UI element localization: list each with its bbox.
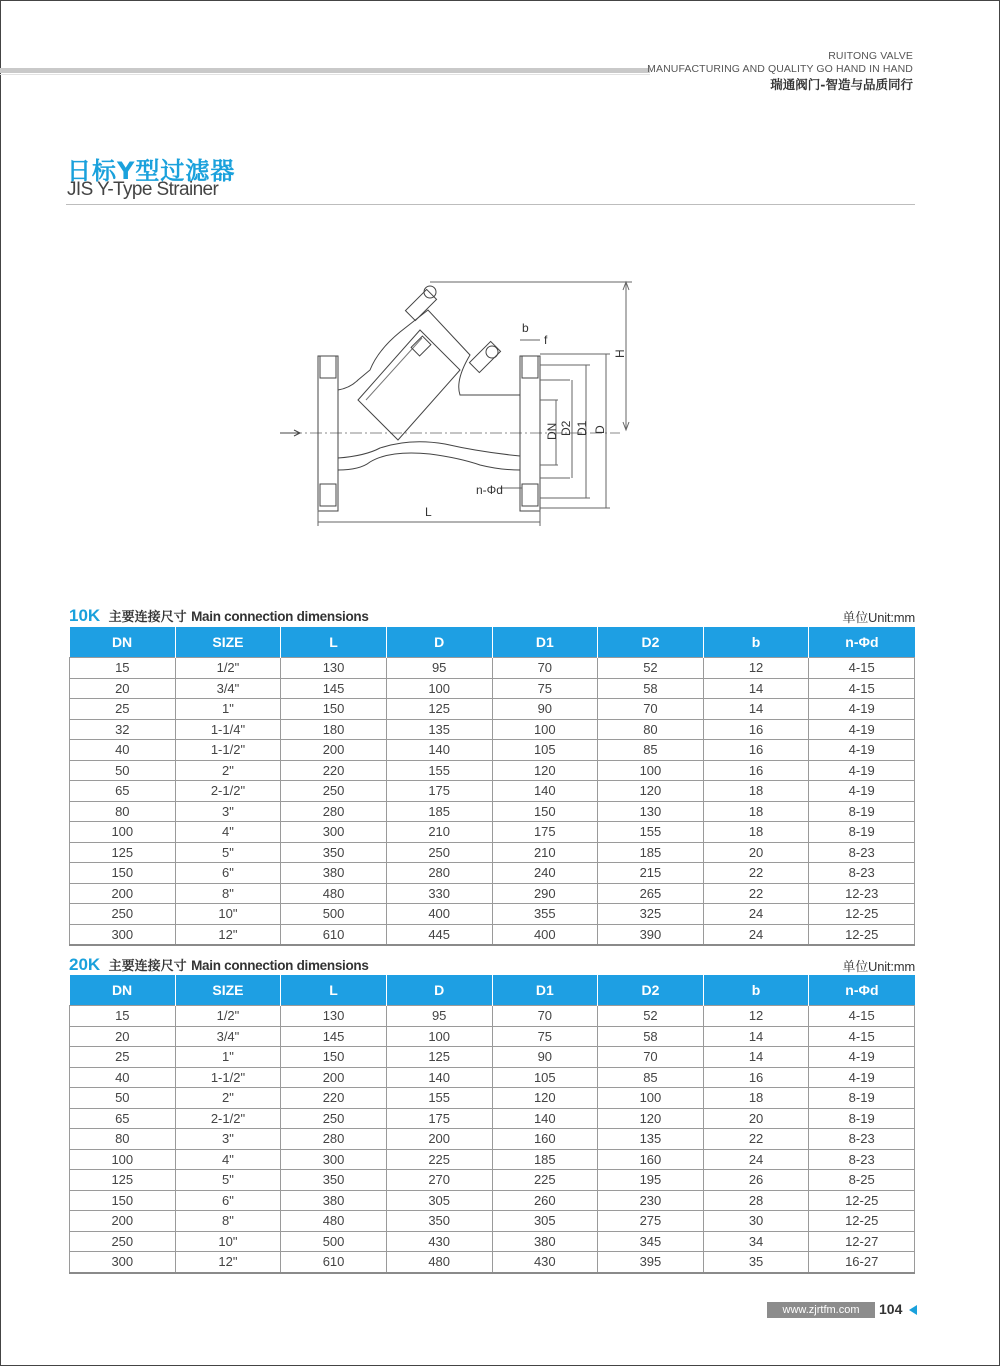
table-cell: 500 bbox=[281, 904, 387, 925]
table-cell: 50 bbox=[70, 1088, 176, 1109]
table-cell: 250 bbox=[281, 1108, 387, 1129]
table-cell: 350 bbox=[386, 1211, 492, 1232]
table-cell: 8-23 bbox=[809, 863, 915, 884]
table-cell: 4-15 bbox=[809, 678, 915, 699]
table-cell: 2" bbox=[175, 760, 281, 781]
table-cell: 200 bbox=[70, 883, 176, 904]
table-cell: 120 bbox=[492, 760, 598, 781]
table-cell: 8-19 bbox=[809, 801, 915, 822]
table-cell: 140 bbox=[386, 1067, 492, 1088]
table-cell: 210 bbox=[386, 822, 492, 843]
table-cell: 480 bbox=[281, 883, 387, 904]
dim-label-d2: D2 bbox=[559, 420, 573, 436]
table-cell: 8-23 bbox=[809, 1149, 915, 1170]
table-cell: 8-25 bbox=[809, 1170, 915, 1191]
table-row bbox=[70, 1108, 915, 1129]
table-cell: 12-25 bbox=[809, 924, 915, 945]
table-cell: 130 bbox=[281, 1006, 387, 1027]
table-cell: 8" bbox=[175, 1211, 281, 1232]
table-row bbox=[70, 1006, 915, 1027]
strainer-drawing bbox=[270, 270, 650, 530]
table-cell: 22 bbox=[703, 1129, 809, 1150]
table-cell: 20 bbox=[70, 678, 176, 699]
table-cell: 8-19 bbox=[809, 1088, 915, 1109]
page-title-cn: 日标Y型过滤器 bbox=[67, 157, 236, 185]
table-row bbox=[70, 863, 915, 884]
page-arrow-icon bbox=[909, 1305, 917, 1315]
table-cell: 105 bbox=[492, 740, 598, 761]
table-cell: 125 bbox=[386, 699, 492, 720]
website-url[interactable]: www.zjrtfm.com bbox=[767, 1302, 875, 1318]
table-cell: 4-19 bbox=[809, 740, 915, 761]
table-cell: 430 bbox=[492, 1252, 598, 1273]
table-cell: 3" bbox=[175, 1129, 281, 1150]
table-cell: 130 bbox=[281, 658, 387, 679]
table-cell: 250 bbox=[70, 1231, 176, 1252]
table-cell: 500 bbox=[281, 1231, 387, 1252]
table-cell: 380 bbox=[492, 1231, 598, 1252]
table-row bbox=[70, 822, 915, 843]
table-cell: 1" bbox=[175, 1047, 281, 1068]
table-cell: 95 bbox=[386, 1006, 492, 1027]
table-cell: 1" bbox=[175, 699, 281, 720]
table-cell: 180 bbox=[281, 719, 387, 740]
table-cell: 20 bbox=[70, 1026, 176, 1047]
section-20k-header bbox=[69, 955, 915, 975]
table-cell: 6" bbox=[175, 1190, 281, 1211]
table-cell: 250 bbox=[70, 904, 176, 925]
table-cell: 58 bbox=[598, 1026, 704, 1047]
table-cell: 125 bbox=[386, 1047, 492, 1068]
table-cell: 16 bbox=[703, 719, 809, 740]
table-cell: 3/4" bbox=[175, 678, 281, 699]
table-cell: 12-25 bbox=[809, 904, 915, 925]
table-cell: 380 bbox=[281, 1190, 387, 1211]
table-cell: 185 bbox=[386, 801, 492, 822]
table-cell: 12-25 bbox=[809, 1211, 915, 1232]
table-cell: 24 bbox=[703, 1149, 809, 1170]
table-cell: 65 bbox=[70, 1108, 176, 1129]
table-cell: 300 bbox=[70, 924, 176, 945]
table-cell: 200 bbox=[386, 1129, 492, 1150]
table-cell: 175 bbox=[492, 822, 598, 843]
table-cell: 18 bbox=[703, 822, 809, 843]
table-cell: 305 bbox=[386, 1190, 492, 1211]
table-cell: 22 bbox=[703, 883, 809, 904]
table-cell: 225 bbox=[492, 1170, 598, 1191]
table-cell: 52 bbox=[598, 1006, 704, 1027]
page-title-en: JIS Y-Type Strainer bbox=[67, 179, 219, 200]
column-header: b bbox=[703, 975, 809, 1006]
table-row bbox=[70, 699, 915, 720]
table-cell: 150 bbox=[281, 1047, 387, 1068]
table-cell: 18 bbox=[703, 801, 809, 822]
table-cell: 150 bbox=[70, 863, 176, 884]
column-header: n-Φd bbox=[809, 627, 915, 658]
table-cell: 160 bbox=[492, 1129, 598, 1150]
table-cell: 24 bbox=[703, 904, 809, 925]
table-cell: 10" bbox=[175, 904, 281, 925]
table-cell: 1/2" bbox=[175, 658, 281, 679]
table-row bbox=[70, 719, 915, 740]
table-cell: 16-27 bbox=[809, 1252, 915, 1273]
table-cell: 230 bbox=[598, 1190, 704, 1211]
table-cell: 35 bbox=[703, 1252, 809, 1273]
table-cell: 120 bbox=[598, 1108, 704, 1129]
table-cell: 20 bbox=[703, 1108, 809, 1129]
table-cell: 5" bbox=[175, 1170, 281, 1191]
table-cell: 26 bbox=[703, 1170, 809, 1191]
header-rule-thin bbox=[0, 74, 650, 75]
title-divider bbox=[66, 204, 915, 205]
table-cell: 1-1/2" bbox=[175, 1067, 281, 1088]
strainer-drawing-svg bbox=[270, 270, 650, 530]
table-cell: 105 bbox=[492, 1067, 598, 1088]
column-header: SIZE bbox=[175, 975, 281, 1006]
column-header: D2 bbox=[598, 975, 704, 1006]
table-cell: 4" bbox=[175, 1149, 281, 1170]
table-row bbox=[70, 904, 915, 925]
table-cell: 140 bbox=[492, 781, 598, 802]
table-row bbox=[70, 760, 915, 781]
table-cell: 395 bbox=[598, 1252, 704, 1273]
column-header: b bbox=[703, 627, 809, 658]
table-cell: 8-23 bbox=[809, 1129, 915, 1150]
table-row bbox=[70, 924, 915, 945]
table-cell: 6" bbox=[175, 863, 281, 884]
table-cell: 220 bbox=[281, 760, 387, 781]
table-cell: 100 bbox=[386, 678, 492, 699]
table-cell: 330 bbox=[386, 883, 492, 904]
table-cell: 8-23 bbox=[809, 842, 915, 863]
table-cell: 50 bbox=[70, 760, 176, 781]
pressure-class: 20K bbox=[69, 955, 101, 974]
table-cell: 155 bbox=[386, 1088, 492, 1109]
table-cell: 3/4" bbox=[175, 1026, 281, 1047]
table-row bbox=[70, 658, 915, 679]
dim-label-h: H bbox=[613, 349, 627, 358]
table-cell: 70 bbox=[492, 658, 598, 679]
table-cell: 150 bbox=[492, 801, 598, 822]
table-cell: 100 bbox=[598, 760, 704, 781]
table-cell: 610 bbox=[281, 924, 387, 945]
table-cell: 18 bbox=[703, 1088, 809, 1109]
table-cell: 14 bbox=[703, 1047, 809, 1068]
table-header-row bbox=[70, 975, 915, 1006]
table-cell: 18 bbox=[703, 781, 809, 802]
table-cell: 28 bbox=[703, 1190, 809, 1211]
dim-label-dn: DN bbox=[545, 422, 559, 440]
table-cell: 220 bbox=[281, 1088, 387, 1109]
table-cell: 100 bbox=[386, 1026, 492, 1047]
table-row bbox=[70, 1252, 915, 1273]
table-cell: 145 bbox=[281, 678, 387, 699]
dimensions-table-20k bbox=[69, 975, 915, 1274]
table-cell: 400 bbox=[492, 924, 598, 945]
table-cell: 16 bbox=[703, 1067, 809, 1088]
table-cell: 175 bbox=[386, 1108, 492, 1129]
table-row bbox=[70, 1088, 915, 1109]
table-cell: 85 bbox=[598, 740, 704, 761]
table-cell: 4-15 bbox=[809, 658, 915, 679]
table-cell: 100 bbox=[492, 719, 598, 740]
table-cell: 150 bbox=[70, 1190, 176, 1211]
table-cell: 155 bbox=[598, 822, 704, 843]
brand-slogan: MANUFACTURING AND QUALITY GO HAND IN HAND bbox=[647, 63, 913, 75]
table-cell: 4" bbox=[175, 822, 281, 843]
table-cell: 270 bbox=[386, 1170, 492, 1191]
table-cell: 215 bbox=[598, 863, 704, 884]
brand-name: RUITONG VALVE bbox=[828, 50, 913, 62]
column-header: D1 bbox=[492, 975, 598, 1006]
section-label-en: Main connection dimensions bbox=[191, 958, 369, 973]
table-cell: 160 bbox=[598, 1149, 704, 1170]
dim-label-f: f bbox=[544, 333, 548, 347]
table-cell: 70 bbox=[598, 1047, 704, 1068]
table-cell: 225 bbox=[386, 1149, 492, 1170]
table-cell: 65 bbox=[70, 781, 176, 802]
table-cell: 75 bbox=[492, 678, 598, 699]
table-cell: 14 bbox=[703, 678, 809, 699]
table-row bbox=[70, 1047, 915, 1068]
table-cell: 155 bbox=[386, 760, 492, 781]
table-row bbox=[70, 1149, 915, 1170]
table-cell: 80 bbox=[70, 801, 176, 822]
table-cell: 12-23 bbox=[809, 883, 915, 904]
table-row bbox=[70, 1026, 915, 1047]
table-cell: 135 bbox=[386, 719, 492, 740]
table-cell: 25 bbox=[70, 699, 176, 720]
header-rule bbox=[0, 68, 650, 73]
column-header: D bbox=[386, 975, 492, 1006]
table-cell: 135 bbox=[598, 1129, 704, 1150]
table-cell: 20 bbox=[703, 842, 809, 863]
section-label-en: Main connection dimensions bbox=[191, 609, 369, 624]
table-cell: 100 bbox=[70, 822, 176, 843]
table-cell: 2-1/2" bbox=[175, 781, 281, 802]
table-cell: 195 bbox=[598, 1170, 704, 1191]
table-cell: 140 bbox=[492, 1108, 598, 1129]
table-row bbox=[70, 1211, 915, 1232]
table-cell: 185 bbox=[598, 842, 704, 863]
table-cell: 140 bbox=[386, 740, 492, 761]
table-row bbox=[70, 1129, 915, 1150]
table-cell: 275 bbox=[598, 1211, 704, 1232]
table-cell: 4-15 bbox=[809, 1006, 915, 1027]
table-cell: 15 bbox=[70, 658, 176, 679]
table-cell: 80 bbox=[598, 719, 704, 740]
column-header: DN bbox=[70, 627, 176, 658]
table-header-row bbox=[70, 627, 915, 658]
table-cell: 40 bbox=[70, 740, 176, 761]
table-row bbox=[70, 801, 915, 822]
dimensions-table-10k bbox=[69, 627, 915, 946]
table-cell: 300 bbox=[281, 1149, 387, 1170]
table-cell: 290 bbox=[492, 883, 598, 904]
table-row bbox=[70, 1190, 915, 1211]
table-cell: 175 bbox=[386, 781, 492, 802]
column-header: DN bbox=[70, 975, 176, 1006]
table-cell: 8-19 bbox=[809, 1108, 915, 1129]
table-cell: 445 bbox=[386, 924, 492, 945]
column-header: D bbox=[386, 627, 492, 658]
table-cell: 12-25 bbox=[809, 1190, 915, 1211]
table-cell: 12-27 bbox=[809, 1231, 915, 1252]
table-cell: 240 bbox=[492, 863, 598, 884]
table-cell: 390 bbox=[598, 924, 704, 945]
table-cell: 4-19 bbox=[809, 1067, 915, 1088]
column-header: L bbox=[281, 627, 387, 658]
table-row bbox=[70, 1170, 915, 1191]
table-cell: 480 bbox=[386, 1252, 492, 1273]
table-row bbox=[70, 1067, 915, 1088]
table-cell: 3" bbox=[175, 801, 281, 822]
table-cell: 610 bbox=[281, 1252, 387, 1273]
table-cell: 4-15 bbox=[809, 1026, 915, 1047]
table-cell: 1-1/4" bbox=[175, 719, 281, 740]
section-label-cn: 主要连接尺寸 bbox=[108, 959, 187, 974]
table-cell: 250 bbox=[281, 781, 387, 802]
table-cell: 2-1/2" bbox=[175, 1108, 281, 1129]
table-cell: 8" bbox=[175, 883, 281, 904]
table-cell: 22 bbox=[703, 863, 809, 884]
brand-block bbox=[647, 50, 913, 91]
table-cell: 5" bbox=[175, 842, 281, 863]
table-cell: 16 bbox=[703, 740, 809, 761]
table-cell: 250 bbox=[386, 842, 492, 863]
table-cell: 34 bbox=[703, 1231, 809, 1252]
table-cell: 12 bbox=[703, 658, 809, 679]
table-cell: 8-19 bbox=[809, 822, 915, 843]
page-number: 104 bbox=[879, 1301, 903, 1317]
table-cell: 4-19 bbox=[809, 760, 915, 781]
column-header: n-Φd bbox=[809, 975, 915, 1006]
table-cell: 120 bbox=[598, 781, 704, 802]
table-row bbox=[70, 842, 915, 863]
table-row bbox=[70, 740, 915, 761]
table-row bbox=[70, 883, 915, 904]
table-cell: 125 bbox=[70, 842, 176, 863]
table-cell: 58 bbox=[598, 678, 704, 699]
table-cell: 4-19 bbox=[809, 1047, 915, 1068]
table-cell: 380 bbox=[281, 863, 387, 884]
table-cell: 280 bbox=[281, 801, 387, 822]
table-cell: 125 bbox=[70, 1170, 176, 1191]
section-10k-header bbox=[69, 606, 915, 626]
table-cell: 80 bbox=[70, 1129, 176, 1150]
table-cell: 480 bbox=[281, 1211, 387, 1232]
dim-label-b: b bbox=[522, 321, 529, 335]
dim-label-n-phi-d: n-Φd bbox=[476, 483, 503, 497]
table-cell: 185 bbox=[492, 1149, 598, 1170]
table-cell: 25 bbox=[70, 1047, 176, 1068]
table-cell: 1-1/2" bbox=[175, 740, 281, 761]
table-cell: 130 bbox=[598, 801, 704, 822]
table-cell: 16 bbox=[703, 760, 809, 781]
column-header: L bbox=[281, 975, 387, 1006]
pressure-class: 10K bbox=[69, 606, 101, 625]
table-cell: 280 bbox=[386, 863, 492, 884]
table-cell: 12" bbox=[175, 924, 281, 945]
table-cell: 4-19 bbox=[809, 699, 915, 720]
unit-label: 单位Unit:mm bbox=[842, 610, 915, 626]
table-cell: 325 bbox=[598, 904, 704, 925]
table-row bbox=[70, 1231, 915, 1252]
table-cell: 90 bbox=[492, 699, 598, 720]
table-cell: 4-19 bbox=[809, 781, 915, 802]
table-cell: 145 bbox=[281, 1026, 387, 1047]
table-cell: 95 bbox=[386, 658, 492, 679]
unit-label: 单位Unit:mm bbox=[842, 959, 915, 975]
table-cell: 70 bbox=[492, 1006, 598, 1027]
table-cell: 120 bbox=[492, 1088, 598, 1109]
table-cell: 150 bbox=[281, 699, 387, 720]
dim-label-d1: D1 bbox=[575, 420, 589, 436]
table-cell: 32 bbox=[70, 719, 176, 740]
table-cell: 100 bbox=[598, 1088, 704, 1109]
table-cell: 300 bbox=[281, 822, 387, 843]
table-cell: 430 bbox=[386, 1231, 492, 1252]
table-cell: 350 bbox=[281, 1170, 387, 1191]
table-cell: 10" bbox=[175, 1231, 281, 1252]
column-header: D2 bbox=[598, 627, 704, 658]
table-cell: 355 bbox=[492, 904, 598, 925]
table-cell: 100 bbox=[70, 1149, 176, 1170]
table-cell: 70 bbox=[598, 699, 704, 720]
table-cell: 75 bbox=[492, 1026, 598, 1047]
brand-slogan-cn: 瑞通阀门-智造与品质同行 bbox=[770, 77, 913, 92]
table-cell: 52 bbox=[598, 658, 704, 679]
table-row bbox=[70, 781, 915, 802]
table-cell: 300 bbox=[70, 1252, 176, 1273]
table-cell: 260 bbox=[492, 1190, 598, 1211]
table-cell: 350 bbox=[281, 842, 387, 863]
table-cell: 30 bbox=[703, 1211, 809, 1232]
table-cell: 200 bbox=[281, 740, 387, 761]
section-label-cn: 主要连接尺寸 bbox=[108, 610, 187, 625]
table-cell: 12 bbox=[703, 1006, 809, 1027]
table-cell: 4-19 bbox=[809, 719, 915, 740]
table-cell: 305 bbox=[492, 1211, 598, 1232]
table-cell: 15 bbox=[70, 1006, 176, 1027]
table-cell: 210 bbox=[492, 842, 598, 863]
table-cell: 14 bbox=[703, 699, 809, 720]
table-cell: 265 bbox=[598, 883, 704, 904]
table-cell: 14 bbox=[703, 1026, 809, 1047]
table-cell: 40 bbox=[70, 1067, 176, 1088]
column-header: SIZE bbox=[175, 627, 281, 658]
table-cell: 280 bbox=[281, 1129, 387, 1150]
table-cell: 24 bbox=[703, 924, 809, 945]
table-cell: 200 bbox=[281, 1067, 387, 1088]
table-cell: 85 bbox=[598, 1067, 704, 1088]
table-cell: 90 bbox=[492, 1047, 598, 1068]
table-cell: 1/2" bbox=[175, 1006, 281, 1027]
table-cell: 12" bbox=[175, 1252, 281, 1273]
table-row bbox=[70, 678, 915, 699]
table-cell: 2" bbox=[175, 1088, 281, 1109]
table-cell: 200 bbox=[70, 1211, 176, 1232]
table-cell: 345 bbox=[598, 1231, 704, 1252]
dim-label-d: D bbox=[593, 425, 607, 434]
column-header: D1 bbox=[492, 627, 598, 658]
dim-label-l: L bbox=[425, 505, 432, 519]
table-cell: 400 bbox=[386, 904, 492, 925]
